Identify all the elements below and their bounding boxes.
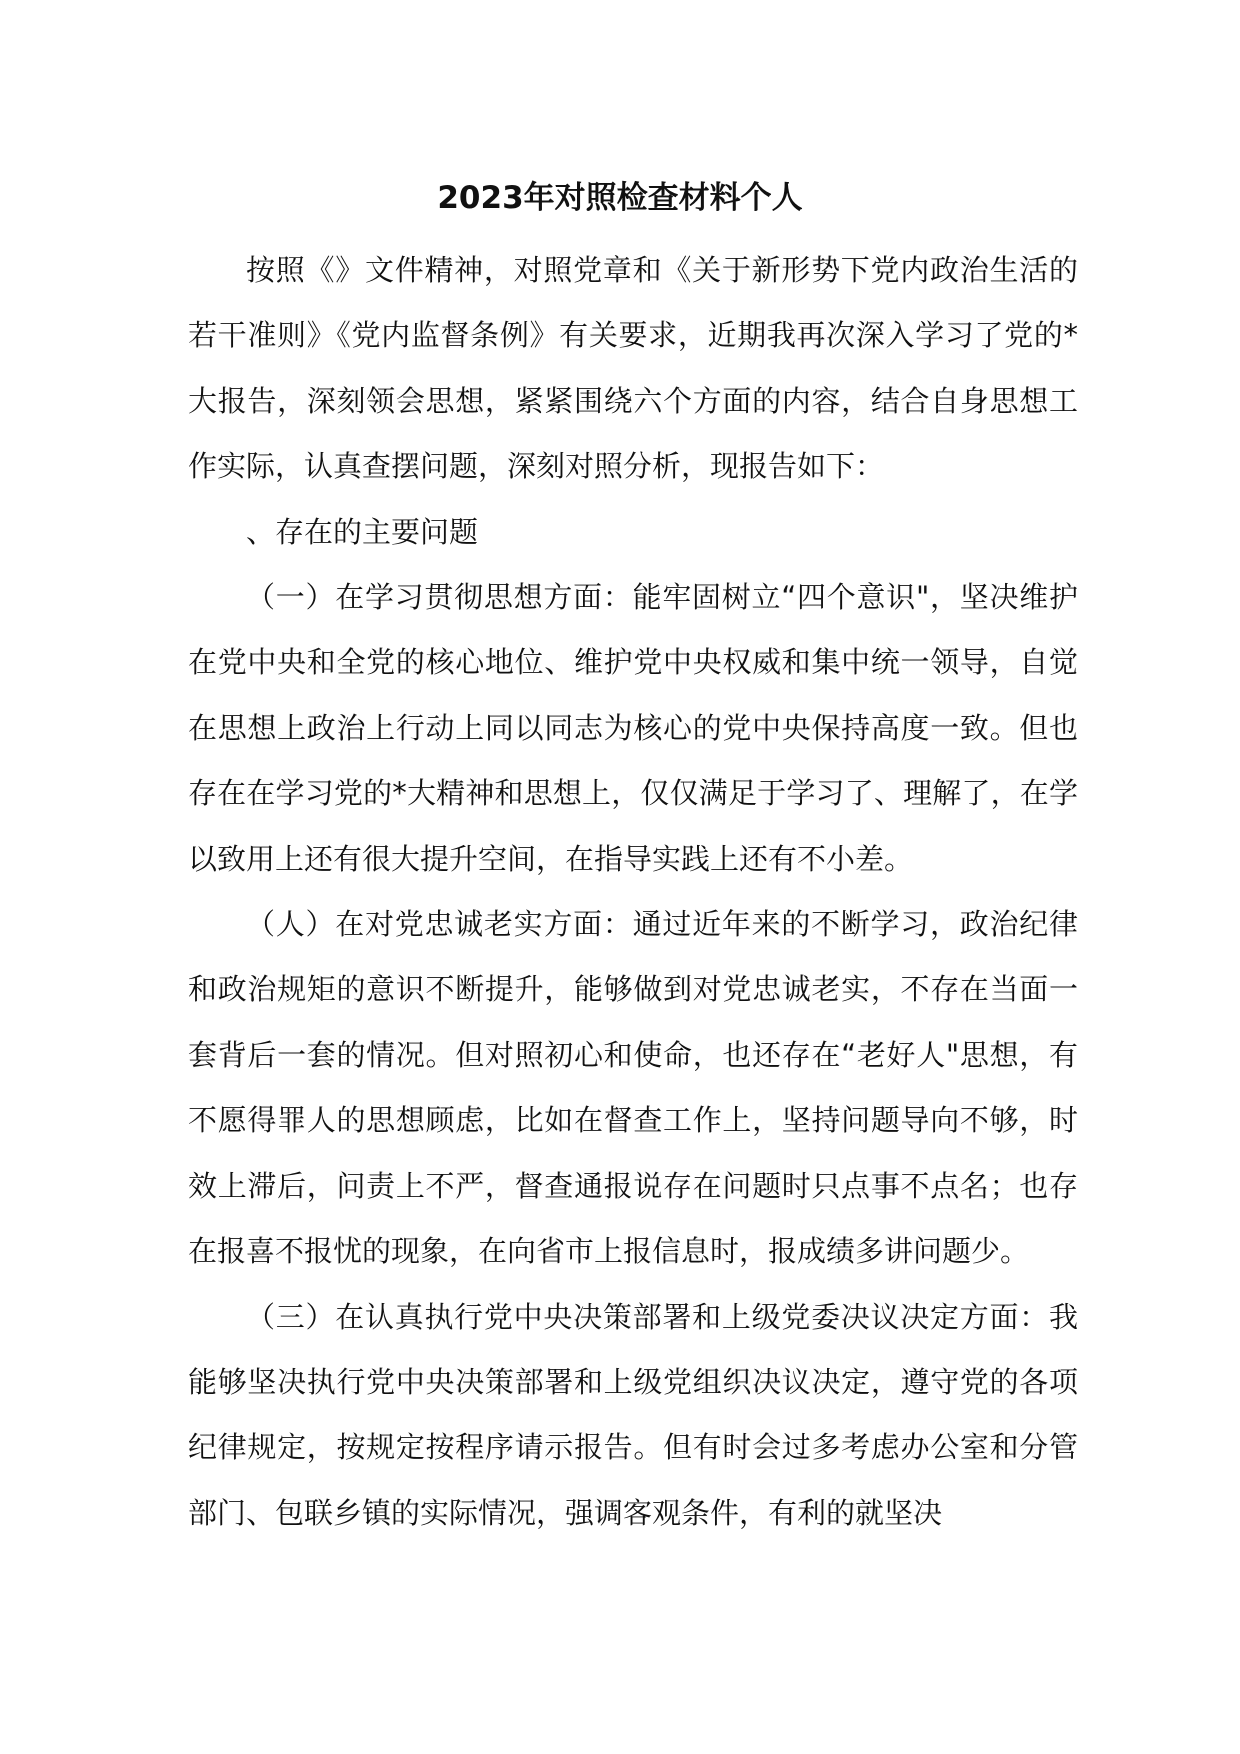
paragraph-intro: 按照《》文件精神，对照党章和《关于新形势下党内政治生活的若干准则》《党内监督条例》有关要求，近期我再次深入学习了党的*大报告，深刻领会思想，紧紧围绕六个方面的内容，结合自身思想工作实际，认真查摆问题，深刻对照分析，现报告如下： (188, 253, 1078, 484)
document-title: 2023年对照检查材料个人 (437, 180, 803, 216)
section-heading-main-problems: 、存在的主要问题 (246, 514, 479, 549)
paragraph-item-3: （三）在认真执行党中央决策部署和上级党委决议决定方面：我能够坚决执行党中央决策部署和上级党组织决议决定，遵守党的各项纪律规定，按规定按程序请示报告。但有时会过多考虑办公室和分管部门、包联乡镇的实际情况，强调客观条件，有利的就坚决 (188, 1299, 1078, 1530)
paragraph-item-2: （人）在对党忠诚老实方面：通过近年来的不断学习，政治纪律和政治规矩的意识不断提升，能够做到对党忠诚老实，不存在当面一套背后一套的情况。但对照初心和使命，也还存在“老好人"思想，有不愿得罪人的思想顾虑，比如在督查工作上，坚持问题导向不够，时效上滞后，问责上不严，督查通报说存在问题时只点事不点名；也存在报喜不报忧的现象，在向省市上报信息时，报成绩多讲问题少。 (188, 907, 1078, 1269)
paragraph-item-1: （一）在学习贯彻思想方面：能牢固树立“四个意识"，坚决维护在党中央和全党的核心地位、维护党中央权威和集中统一领导，自觉在思想上政治上行动上同以同志为核心的党中央保持高度一致。但也存在在学习党的*大精神和思想上，仅仅满足于学习了、理解了，在学以致用上还有很大提升空间，在指导实践上还有不小差。 (188, 580, 1078, 876)
document-body (188, 238, 1078, 1546)
